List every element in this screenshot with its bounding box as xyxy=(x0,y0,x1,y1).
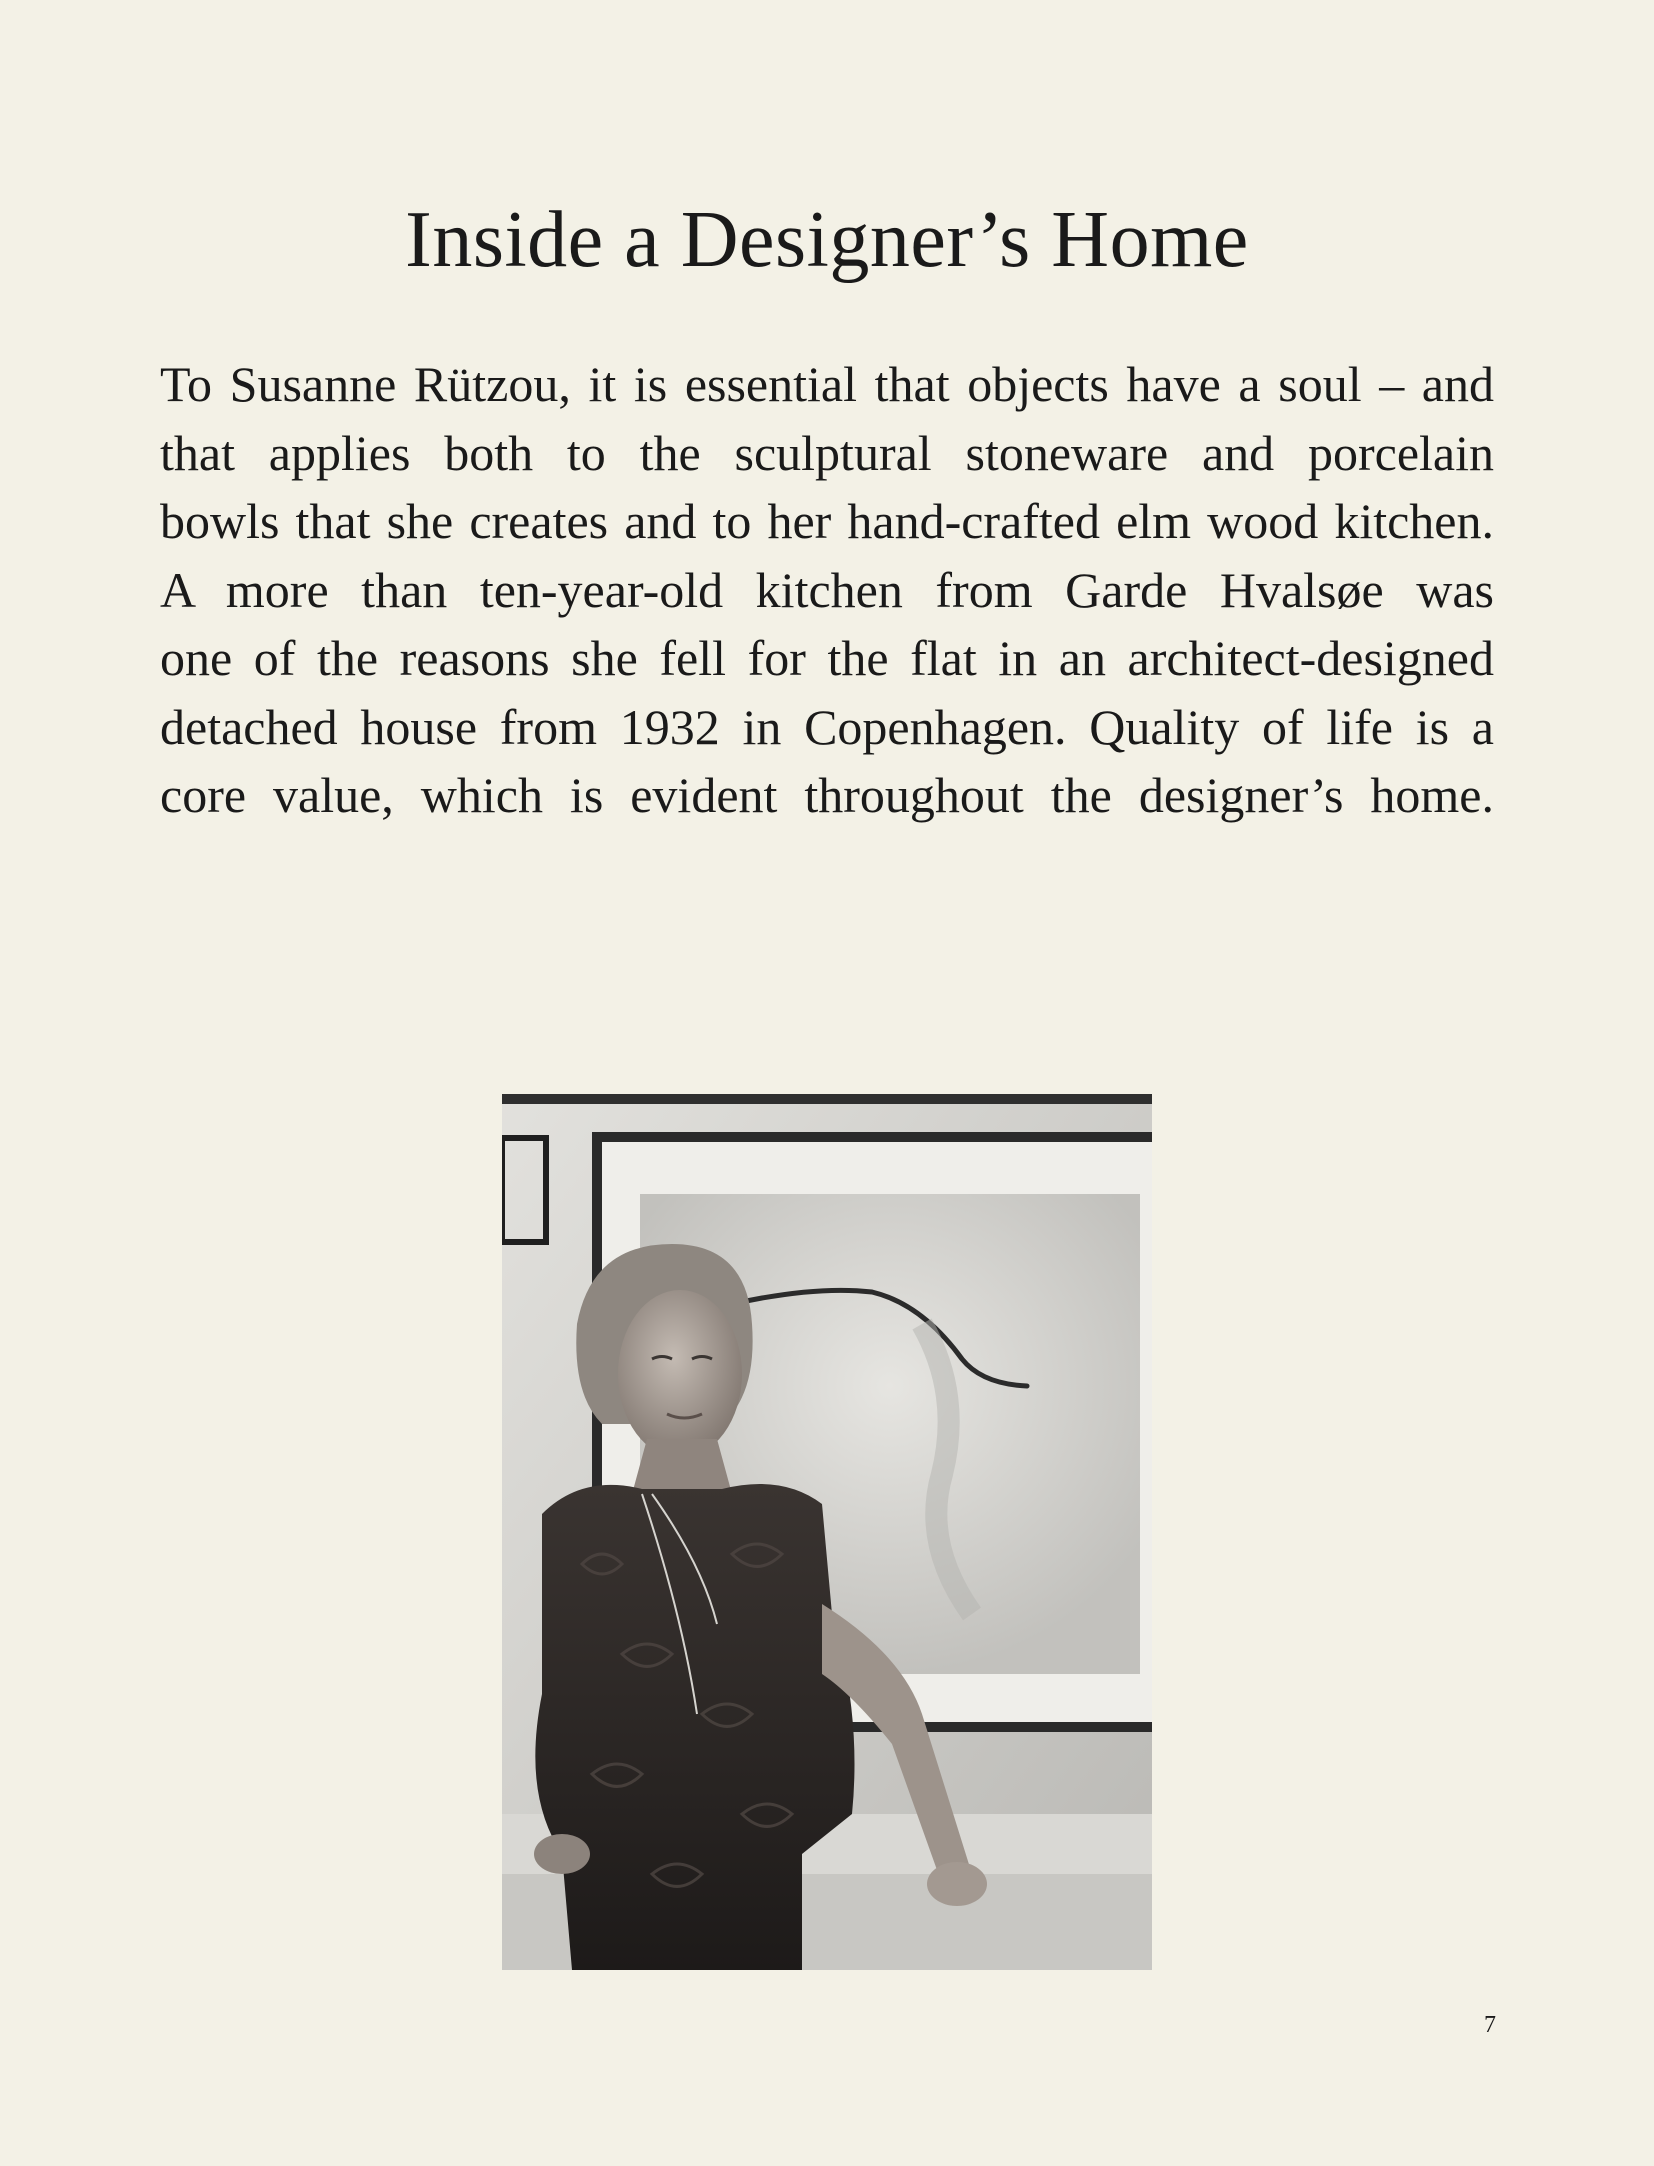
paragraph-line: detached house from 1932 in Copenhagen. Quality of life is a xyxy=(160,698,1494,755)
page-title: Inside a Designer’s Home xyxy=(405,196,1249,284)
paragraph-line: one of the reasons she fell for the flat in an architect-designed xyxy=(160,630,1494,686)
portrait-photo xyxy=(502,1094,1152,1970)
left-hand xyxy=(534,1834,590,1874)
neck xyxy=(632,1439,732,1494)
paragraph-line: A more than ten-year-old kitchen from Garde Hvalsøe was xyxy=(160,561,1494,618)
face xyxy=(618,1290,742,1458)
intro-paragraph xyxy=(160,350,1494,830)
paragraph-line: To Susanne Rützou, it is essential that objects have a soul – and xyxy=(160,356,1494,412)
portrait-illustration xyxy=(502,1094,1152,1970)
paragraph-line: core value, which is evident throughout the designer’s home. xyxy=(160,767,1494,823)
page-number: 7 xyxy=(1484,2012,1496,2038)
top-shadow xyxy=(502,1094,1152,1104)
right-hand xyxy=(927,1862,987,1906)
paragraph-line: bowls that she creates and to her hand-crafted elm wood kitchen. xyxy=(160,493,1494,549)
paragraph-line: that applies both to the sculptural stoneware and porcelain xyxy=(160,424,1494,481)
